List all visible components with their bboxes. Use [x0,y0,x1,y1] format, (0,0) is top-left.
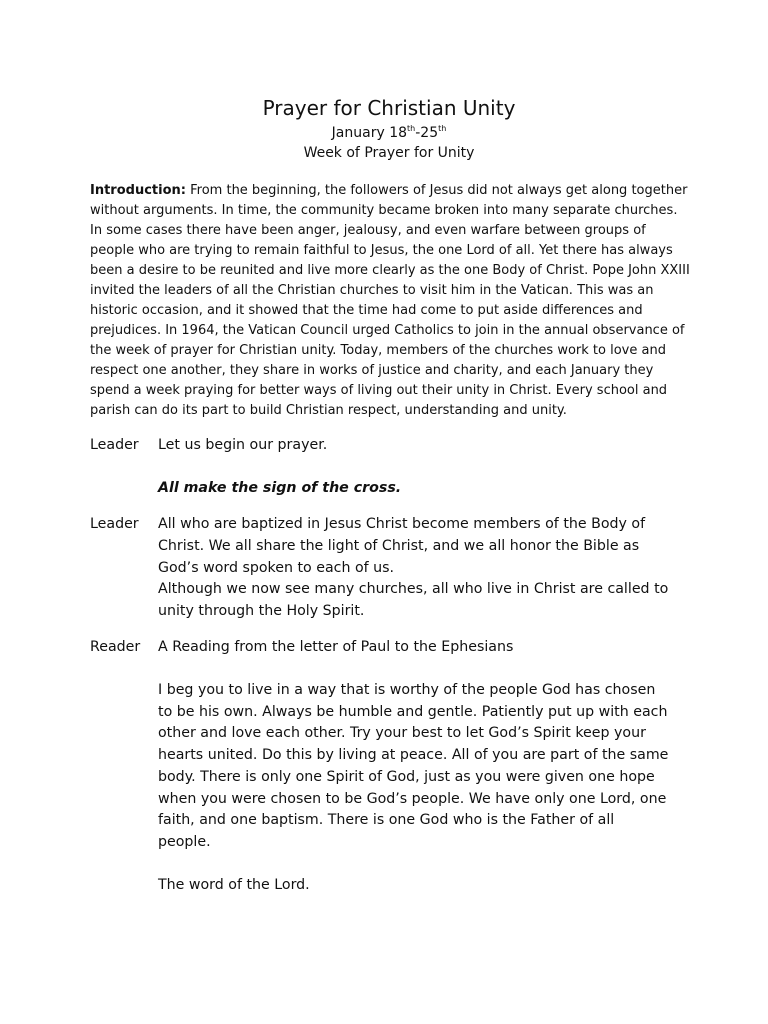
leader-text-1-line: Let us begin our prayer. [158,437,328,453]
introduction-text: From the beginning, the followers of Jesus did not always get along together without arguments. In time, the community became broken into many separate churches. In some cases there have been anger, jealousy, and even warfare between groups of people who are trying to remain faithful to Jesus, the one Lord of all. Yet there has always been a desire to be reunited and live more clearly as the one Body of Christ. Pope John XXIII invited the leaders of all the Christian churches to visit him in the Vatican. This was an historic occasion, and it showed that the time had come to put aside differences and prejudices. In 1964, the Vatican Council urged Catholics to join in the annual observance of the week of prayer for Christian unity. Today, members of the churches work to love and respect one another, they share in works of justice and charity, and each January they spend a week praying for better ways of living out their unity in Christ. Every school and parish can do its part to build Christian respect, understanding and unity. [90,183,690,418]
date-end-suffix: th [438,124,447,133]
week-line: Week of Prayer for Unity [303,145,475,161]
spacer [158,854,670,876]
introduction-paragraph [90,181,690,421]
sign-of-cross-instruction: All make the sign of the cross. [158,480,402,497]
leader-text-2 [158,514,670,623]
date-start: January 18 [331,125,408,141]
leader-text-2-part-b: Although we now see many churches, all who live in Christ are called to unity through the Holy Spirit. [158,581,669,619]
leader-role-2: Leader [90,516,139,533]
leader-text-2-part-a: All who are baptized in Jesus Christ become members of the Body of Christ. We all share the light of Christ, and we all honor the Bible as God’s word spoken to each of us. [158,516,646,576]
reader-role: Reader [90,638,141,655]
reading-text: I beg you to live in a way that is worthy of the people God has chosen to be his own. Always be humble and gentle. Patiently put up with each other and love each other. Try your best to let God’s Spirit keep your hearts united. Do this by living at peace. All of you are part of the same body. There is only one Spirit of God, just as you were given one hope when you were chosen to be God’s people. We have only one Lord, one faith, and one baptism. There is one God who is the Father of all people. [158,682,669,850]
leader-text-1 [158,435,670,500]
document-title: Prayer for Christian Unity [262,96,516,120]
leader-line-2 [90,514,688,623]
leader-line-1 [90,435,688,500]
introduction-label: Introduction: [90,183,186,198]
spacer [158,658,670,680]
reading-title: A Reading from the letter of Paul to the Ephesians [158,638,514,655]
date-start-suffix: th [407,124,416,133]
date-end: -25 [415,125,439,141]
reader-line [90,637,688,897]
reader-text [158,637,670,897]
word-of-lord: The word of the Lord. [158,877,310,894]
leader-role-1: Leader [90,437,139,453]
date-range [90,123,688,143]
spacer [158,457,670,479]
